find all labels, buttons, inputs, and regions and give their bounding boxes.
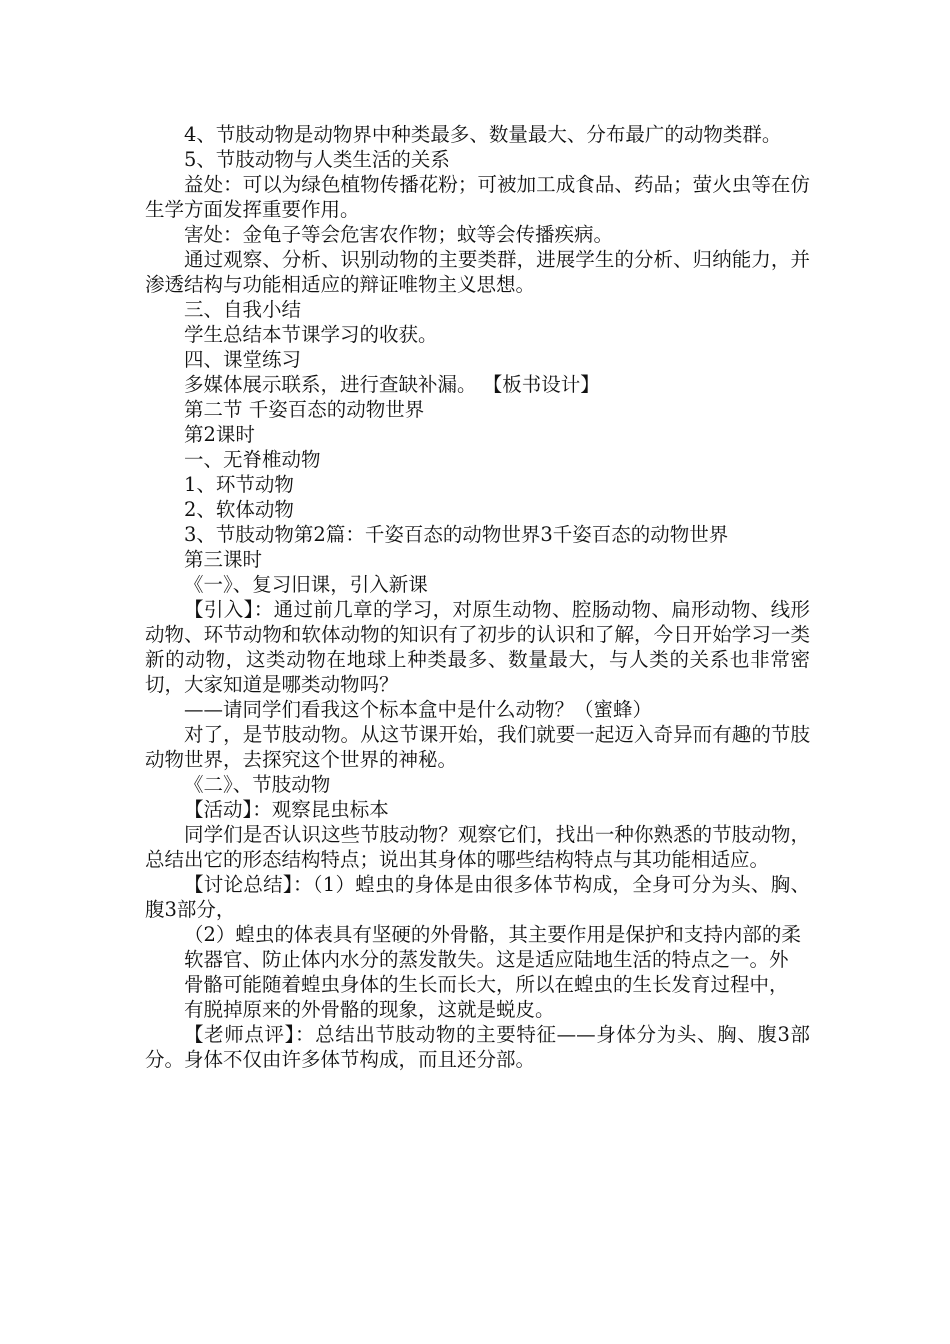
heading-class-practice: 四、课堂练习	[184, 348, 302, 371]
list-item-annelids: 1、环节动物	[184, 473, 294, 496]
paragraph-activity: 【活动】：观察昆虫标本	[184, 798, 389, 821]
heading-lesson-two: 第2课时	[184, 423, 255, 446]
paragraph-specimen-question: ——请同学们看我这个标本盒中是什么动物？（蜜蜂）	[184, 698, 653, 721]
paragraph-exoskeleton-growth: 骨骼可能随着蝗虫身体的生长而长大，所以在蝗虫的生长发育过程中，	[184, 973, 789, 996]
paragraph-discussion-summary: 【讨论总结】：（1）蝗虫的身体是由很多体节构成，全身可分为头、胸、腹3部分，	[145, 873, 810, 921]
paragraph-student-summary: 学生总结本节课学习的收获。	[184, 323, 438, 346]
list-item-arthropods: 3、节肢动物第2篇：千姿百态的动物世界3千姿百态的动物世界	[184, 523, 729, 546]
document-body	[145, 122, 810, 1072]
paragraph-observe-question: 同学们是否认识这些节肢动物？观察它们，找出一种你熟悉的节肢动物，总结出它的形态结构特点；说出其身体的哪些结构特点与其功能相适应。	[145, 823, 810, 871]
list-item-mollusks: 2、软体动物	[184, 498, 294, 521]
paragraph-molting: 有脱掉原来的外骨骼的现象，这就是蜕皮。	[184, 998, 555, 1021]
heading-review: 《一》、复习旧课，引入新课	[184, 573, 428, 596]
paragraph-multimedia-practice: 多媒体展示联系，进行查缺补漏。 【板书设计】	[184, 373, 600, 396]
heading-section-two: 第二节 千姿百态的动物世界	[184, 398, 425, 421]
paragraph-soft-organs: 软器官、防止体内水分的蒸发散失。这是适应陆地生活的特点之一。外	[184, 948, 789, 971]
paragraph-arthropod-diversity: 4、节肢动物是动物界中种类最多、数量最大、分布最广的动物类群。	[184, 123, 782, 146]
heading-arthropods: 《二》、节肢动物	[184, 773, 331, 796]
heading-invertebrates: 一、无脊椎动物	[184, 448, 321, 471]
heading-self-summary: 三、自我小结	[184, 298, 302, 321]
heading-lesson-three: 第三课时	[184, 548, 263, 571]
paragraph-harms: 害处：金龟子等会危害农作物；蚊等会传播疾病。	[184, 223, 614, 246]
paragraph-teacher-comment: 【老师点评】：总结出节肢动物的主要特征——身体分为头、胸、腹3部分。身体不仅由许多体节构成，而且还分部。	[145, 1023, 810, 1071]
paragraph-observation-goal: 通过观察、分析、识别动物的主要类群，进展学生的分析、归纳能力，并渗透结构与功能相适应的辩证唯物主义思想。	[145, 248, 810, 296]
paragraph-human-relation-heading: 5、节肢动物与人类生活的关系	[184, 148, 450, 171]
paragraph-arthropod-world: 对了，是节肢动物。从这节课开始，我们就要一起迈入奇异而有趣的节肢动物世界，去探究这个世界的神秘。	[145, 723, 810, 771]
paragraph-introduction: 【引入】：通过前几章的学习，对原生动物、腔肠动物、扁形动物、线形动物、环节动物和软体动物的知识有了初步的认识和了解，今日开始学习一类新的动物，这类动物在地球上种类最多、数量最大，与人类的关系也非常密切，大家知道是哪类动物吗？	[145, 598, 810, 696]
paragraph-benefits: 益处：可以为绿色植物传播花粉；可被加工成食品、药品；萤火虫等在仿生学方面发挥重要作用。	[145, 173, 810, 221]
paragraph-exoskeleton: （2）蝗虫的体表具有坚硬的外骨骼，其主要作用是保护和支持内部的柔	[184, 923, 801, 946]
